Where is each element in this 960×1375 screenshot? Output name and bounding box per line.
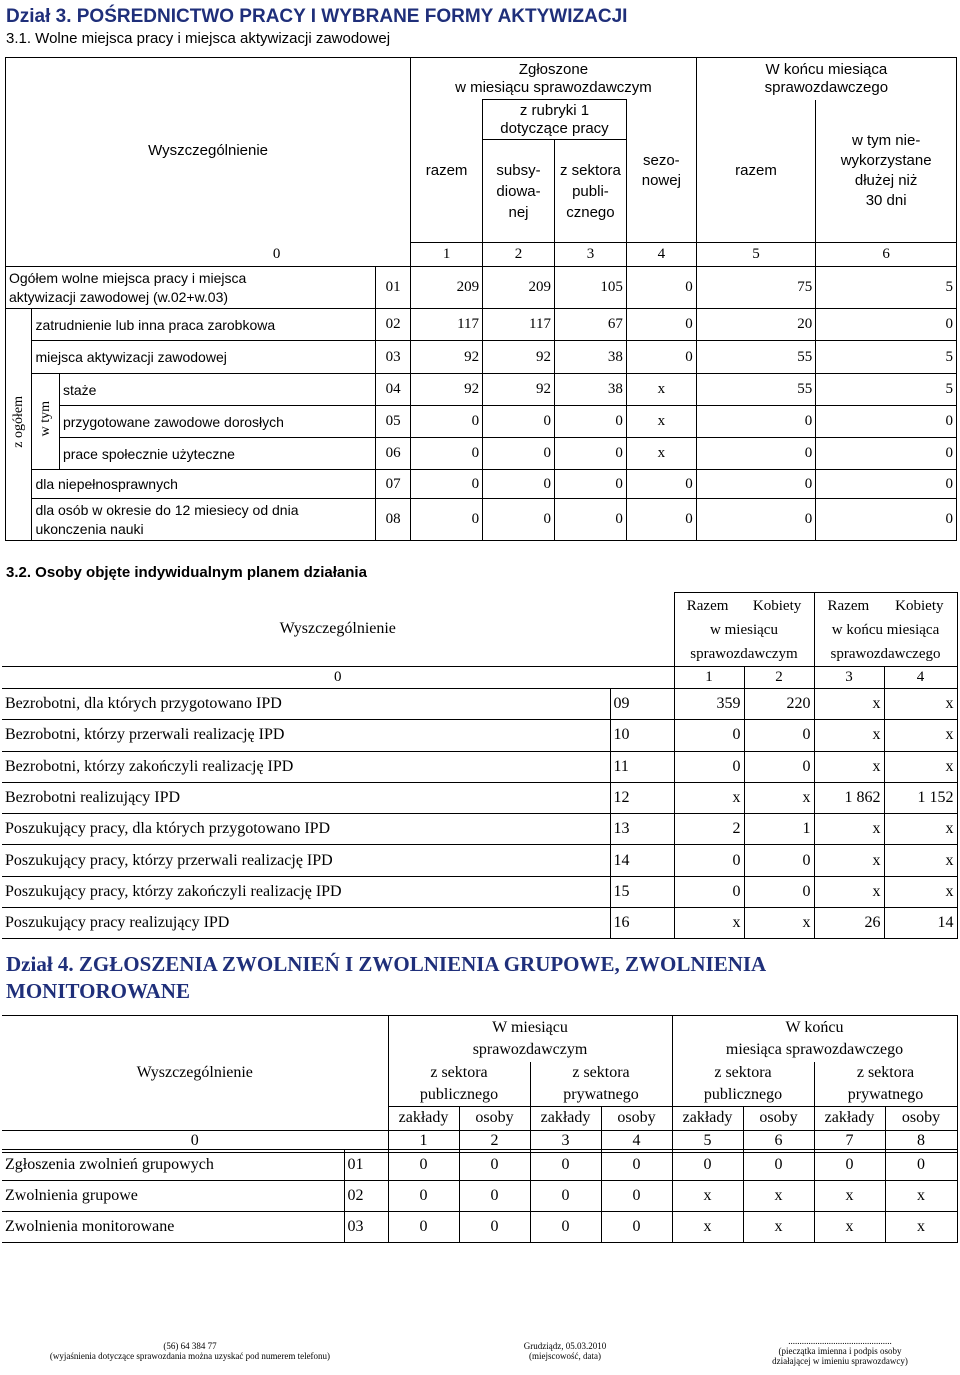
colnum-3: 3 [530,1130,601,1152]
header-zaklady: zakłady [388,1106,459,1130]
cell: 0 [530,1150,601,1181]
table-row [2,1212,957,1243]
header-zgloszone-line1: Zgłoszone [518,60,589,78]
colnum-8: 8 [885,1130,957,1152]
row-label: Bezrobotni, którzy zakończyli realizację IPD [2,751,610,782]
table-zwolnienia-body [2,1149,958,1243]
cell: 92 [483,341,555,374]
header-z-rubryki [483,100,627,140]
header-pry2: prywatnego [847,1085,924,1103]
cell: 0 [411,470,483,499]
cell: x [885,1181,957,1212]
cell: x [884,751,957,782]
cell: 0 [530,1212,601,1243]
header-wyszczegolnienie: Wyszczególnienie [2,593,674,667]
header-wmies-line1: w miesiącu [710,621,778,638]
header-pub2: publicznego [703,1085,783,1103]
cell: 0 [554,499,626,541]
table-row [2,720,957,751]
colnum-2: 2 [459,1130,530,1152]
header-osoby: osoby [743,1106,814,1130]
row-code: 01 [376,267,411,309]
header-wyszczegolnienie: Wyszczególnienie [2,1016,388,1131]
cell: x [674,782,744,813]
cell: 0 [388,1181,459,1212]
header-sez-line1: sezo- [642,151,680,169]
cell: x [672,1212,743,1243]
header-wkoncu-line2: miesiąca sprawozdawczego [725,1040,904,1058]
header-zgloszone-line2: w miesiącu sprawozdawczym [455,78,652,96]
table-row [2,876,957,907]
header-subs-line2: diowa- [496,182,541,200]
cell: 14 [884,908,957,939]
cell: 0 [554,438,626,470]
row-label: przygotowane zawodowe dorosłych [59,406,375,438]
header-zaklady: zakłady [814,1106,885,1130]
row-label [6,267,376,309]
header-osoby: osoby [885,1106,957,1130]
row-label: Zgłoszenia zwolnień grupowych [2,1150,344,1181]
header-w-miesiacu [388,1016,672,1062]
colnum-3: 3 [814,667,884,689]
row-code: 04 [376,374,411,406]
header-subs-line1: subsy- [496,161,541,179]
cell: 5 [816,374,957,406]
cell: 0 [744,876,814,907]
header-razem: razem [411,100,483,243]
header-razem-koniec: Razem [827,597,870,614]
section-heading-dzial4-line2: MONITOROWANE [6,979,190,1003]
cell: 0 [411,438,483,470]
header-zrubryki-line1: z rubryki 1 [519,101,590,119]
colnum-1: 1 [674,667,744,689]
footer-place-note: (miejscowość, data) [529,1351,601,1361]
cell: 117 [483,309,555,341]
row-label-line2: aktywizacji zawodowej (w.02+w.03) [9,288,229,305]
table-row [2,1150,957,1181]
header-wmies-line2: sprawozdawczym [690,645,798,662]
header-niewykorzystane [816,100,957,243]
colnum-3: 3 [554,243,626,267]
header-w-koncu [672,1016,957,1062]
row-code: 03 [376,341,411,374]
cell: 117 [411,309,483,341]
colnum-5: 5 [672,1130,743,1152]
header-pry2: prywatnego [563,1085,639,1103]
row-label: Bezrobotni, dla których przygotowano IPD [2,689,610,720]
cell: 0 [626,499,696,541]
cell: 0 [601,1150,672,1181]
header-sekt-line3: cznego [566,203,615,221]
footer-phone: (56) 64 384 77 [163,1341,217,1351]
cell: 1 [744,814,814,845]
cell: 0 [626,341,696,374]
cell: 1 862 [814,782,884,813]
colnum-4: 4 [601,1130,672,1152]
cell: x [814,845,884,876]
cell: 92 [411,341,483,374]
cell: 0 [816,470,957,499]
colnum-0: 0 [2,1130,388,1152]
cell: x [744,782,814,813]
row-label-line1: dla osób w okresie do 12 miesiecy od dnia [35,501,299,518]
cell: 0 [696,470,816,499]
header-wmies-line2: sprawozdawczym [472,1040,588,1058]
cell: 0 [483,499,555,541]
cell: x [814,876,884,907]
row-code: 13 [610,814,674,845]
header-sez-line2: nowej [641,171,681,189]
header-wtym-line1: w tym nie- [851,131,921,149]
table-row [6,309,957,341]
row-code: 14 [610,845,674,876]
colnum-0: 0 [6,243,411,267]
row-code: 02 [344,1181,388,1212]
cell: x [626,374,696,406]
row-code: 05 [376,406,411,438]
cell: 26 [814,908,884,939]
row-label [32,499,376,541]
colnum-0: 0 [2,667,674,689]
cell: 0 [388,1150,459,1181]
table-wolne-miejsca [5,57,957,541]
cell: 0 [816,309,957,341]
row-label-line2: ukonczenia nauki [35,520,144,537]
row-code: 01 [344,1150,388,1181]
cell: 0 [626,309,696,341]
cell: 0 [674,751,744,782]
table-row [2,845,957,876]
header-wkoncu-line1: W końcu [785,1018,844,1036]
cell: x [884,876,957,907]
cell: 38 [554,374,626,406]
cell: 92 [483,374,555,406]
row-code: 12 [610,782,674,813]
row-label: miejsca aktywizacji zawodowej [32,341,376,374]
header-sezonowej [626,100,696,243]
colnum-4: 4 [626,243,696,267]
header-pub1: z sektora [430,1063,488,1081]
header-wtym-line3: dłużej niż [854,171,918,189]
row-label: prace społecznie użyteczne [59,438,375,470]
cell: 359 [674,689,744,720]
cell: x [744,908,814,939]
header-sekt-line2: publi- [572,182,609,200]
colnum-5: 5 [696,243,816,267]
cell: x [743,1212,814,1243]
cell: 0 [674,876,744,907]
cell: 5 [816,341,957,374]
cell: 0 [816,499,957,541]
table-row [6,470,957,499]
cell: 20 [696,309,816,341]
cell: 0 [744,751,814,782]
subsection-heading-3-2: 3.2. Osoby objęte indywidualnym planem działania [6,564,367,581]
header-subs-line3: nej [508,203,529,221]
cell: 0 [743,1150,814,1181]
cell: 38 [554,341,626,374]
table-ipd-body [2,688,958,939]
cell: x [885,1212,957,1243]
row-label: Bezrobotni realizujący IPD [2,782,610,813]
cell: x [884,845,957,876]
header-wkoncu-line1: W końcu miesiąca [765,60,888,78]
cell: 0 [554,470,626,499]
cell: 0 [459,1150,530,1181]
subsection-heading-3-1: 3.1. Wolne miejsca pracy i miejsca aktywizacji zawodowej [6,30,391,47]
table-zwolnienia-rows [0,1149,958,1243]
table-row [2,751,957,782]
header-razem-koniec: razem [696,100,816,243]
colnum-6: 6 [743,1130,814,1152]
section-heading-dzial4-line1: Dział 4. ZGŁOSZENIA ZWOLNIEŃ I ZWOLNIENIA GRUPOWE, ZWOLNIENIA [6,952,767,976]
cell: 0 [816,438,957,470]
footer-place: Grudziądz, 05.03.2010 [523,1341,607,1351]
header-wkoncu-line2: sprawozdawczego [764,78,889,96]
cell: 0 [696,438,816,470]
header-publicznego-1 [388,1062,530,1107]
cell: 0 [696,406,816,438]
header-kobiety: Kobiety [752,597,802,614]
footer-signature-block [740,1336,940,1366]
header-subsydiowanej [483,140,555,243]
cell: 0 [626,267,696,309]
header-pub2: publicznego [419,1085,499,1103]
colnum-4: 4 [884,667,957,689]
cell: x [884,814,957,845]
side-label-w-tym-text: w tym [37,401,53,437]
header-kobiety-koniec: Kobiety [895,597,944,614]
cell: 0 [601,1181,672,1212]
header-publicznego-2 [672,1062,814,1107]
cell: x [743,1181,814,1212]
header-w-koncu-miesiaca [696,58,956,100]
cell: 55 [696,374,816,406]
row-code: 16 [610,908,674,939]
row-label: zatrudnienie lub inna praca zarobkowa [32,309,376,341]
section-heading-dzial3: Dział 3. POŚREDNICTWO PRACY I WYBRANE FORMY AKTYWIZACJI [6,6,628,27]
row-code: 03 [344,1212,388,1243]
cell: 0 [696,499,816,541]
colnum-7: 7 [814,1130,885,1152]
cell: 55 [696,341,816,374]
footer-place-block [480,1341,650,1361]
row-label: dla niepełnosprawnych [32,470,376,499]
header-pry1: z sektora [856,1063,915,1081]
row-code: 08 [376,499,411,541]
cell: 0 [459,1181,530,1212]
row-code: 10 [610,720,674,751]
header-zaklady: zakłady [672,1106,743,1130]
cell: x [814,1181,885,1212]
colnum-2: 2 [744,667,814,689]
cell: 220 [744,689,814,720]
cell: 0 [674,845,744,876]
cell: x [672,1181,743,1212]
row-label: Poszukujący pracy, którzy zakończyli realizację IPD [2,876,610,907]
cell: 0 [388,1212,459,1243]
side-label-z-ogolem [6,309,32,541]
header-wkoncu-line1: w końcu miesiąca [831,621,940,638]
footer-phone-block [20,1341,360,1361]
cell: x [814,751,884,782]
header-prywatnego-2 [814,1062,957,1107]
cell: 209 [483,267,555,309]
row-label: Zwolnienia grupowe [2,1181,344,1212]
header-zgloszone [411,58,697,100]
table-row [2,1181,957,1212]
cell: x [814,1212,885,1243]
header-w-miesiacu [674,593,814,667]
header-osoby: osoby [459,1106,530,1130]
colnum-1: 1 [411,243,483,267]
side-label-w-tym [32,374,60,470]
cell: 0 [483,438,555,470]
cell: 0 [626,470,696,499]
table-row [6,499,957,541]
row-label: Poszukujący pracy realizujący IPD [2,908,610,939]
table-row [2,689,957,720]
header-w-koncu [814,593,957,667]
cell: 0 [885,1150,957,1181]
row-code: 11 [610,751,674,782]
header-pub1: z sektora [714,1063,772,1081]
row-label-line1: Ogółem wolne miejsca pracy i miejsca [9,269,247,286]
footer-sign-note1: (pieczątka imienna i podpis osoby [778,1346,902,1356]
cell: 0 [483,406,555,438]
footer-sign-note2: działającej w imieniu sprawozdawcy) [772,1356,908,1366]
cell: 0 [530,1181,601,1212]
row-label: Poszukujący pracy, którzy przerwali realizację IPD [2,845,610,876]
cell: 0 [459,1212,530,1243]
cell: 0 [814,1150,885,1181]
header-wtym-line4: 30 dni [865,191,907,209]
cell: 0 [816,406,957,438]
header-pry1: z sektora [572,1063,630,1081]
row-label: staże [59,374,375,406]
header-razem: Razem [686,597,729,614]
cell: 0 [483,470,555,499]
header-prywatnego-1 [530,1062,672,1107]
cell: 92 [411,374,483,406]
cell: x [626,438,696,470]
header-wtym-line2: wykorzystane [840,151,932,169]
header-sekt-line1: z sektora [560,161,621,179]
cell: 0 [554,406,626,438]
side-label-z-ogolem-text: z ogółem [10,396,26,448]
row-code: 09 [610,689,674,720]
footer-phone-note: (wyjaśnienia dotyczące sprawozdania można uzyskać pod numerem telefonu) [49,1351,331,1361]
cell: 0 [672,1150,743,1181]
table-row [2,908,957,939]
cell: 0 [411,499,483,541]
header-wmies-line1: W miesiącu [492,1018,568,1036]
cell: 2 [674,814,744,845]
cell: x [814,720,884,751]
cell: 0 [674,720,744,751]
row-label: Zwolnienia monitorowane [2,1212,344,1243]
cell: 67 [554,309,626,341]
table-row [6,267,957,309]
cell: x [814,814,884,845]
colnum-2: 2 [483,243,555,267]
cell: x [626,406,696,438]
footer-dots: .............................................. [788,1336,892,1346]
cell: x [814,689,884,720]
table-ipd [2,592,958,689]
cell: 1 152 [884,782,957,813]
header-osoby: osoby [601,1106,672,1130]
header-zaklady: zakłady [530,1106,601,1130]
cell: 0 [744,720,814,751]
header-zrubryki-line2: dotyczące pracy [500,119,609,137]
row-label: Bezrobotni, którzy przerwali realizację IPD [2,720,610,751]
table-row [2,782,957,813]
row-code: 02 [376,309,411,341]
cell: x [674,908,744,939]
colnum-6: 6 [816,243,957,267]
table-row [6,406,957,438]
table-row [6,438,957,470]
header-wyszczegolnienie: Wyszczególnienie [6,58,411,243]
cell: 0 [744,845,814,876]
cell: x [884,689,957,720]
cell: 75 [696,267,816,309]
table-row [2,814,957,845]
row-code: 06 [376,438,411,470]
cell: 105 [554,267,626,309]
table-zwolnienia [2,1015,958,1153]
cell: 5 [816,267,957,309]
cell: x [884,720,957,751]
header-sektora-publicznego [554,140,626,243]
cell: 0 [411,406,483,438]
row-code: 07 [376,470,411,499]
colnum-1: 1 [388,1130,459,1152]
cell: 0 [601,1212,672,1243]
row-label: Poszukujący pracy, dla których przygotowano IPD [2,814,610,845]
table-ipd-rows [0,688,958,939]
table-row [6,374,957,406]
table-row [6,341,957,374]
cell: 209 [411,267,483,309]
row-code: 15 [610,876,674,907]
header-wkoncu-line2: sprawozdawczego [830,645,941,662]
